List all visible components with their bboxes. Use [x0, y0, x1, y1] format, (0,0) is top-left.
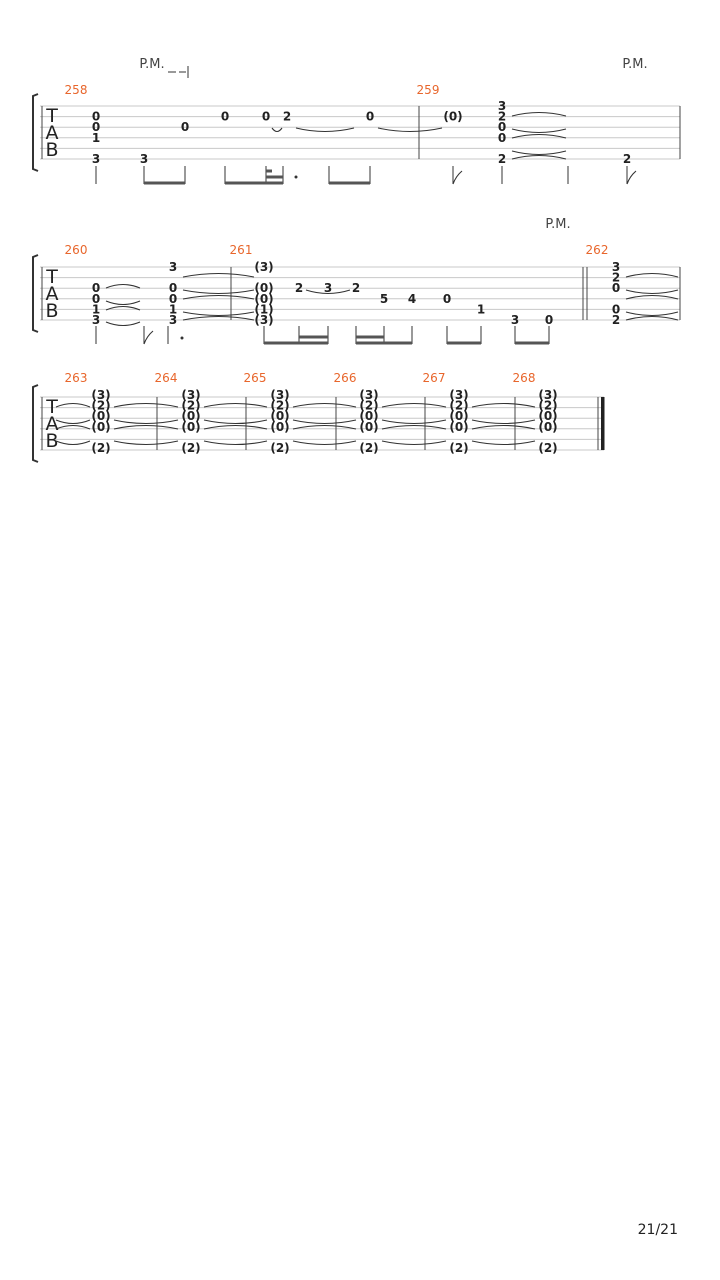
fret-number: 3	[139, 152, 149, 166]
fret-number: (3)	[270, 388, 290, 402]
tie	[183, 274, 254, 278]
tie	[626, 317, 678, 321]
tie	[626, 290, 678, 294]
barline-final-thick	[601, 397, 605, 450]
measure-number: 264	[154, 371, 178, 385]
fret-number: 0	[168, 281, 178, 296]
fret-number: (1)	[254, 302, 274, 317]
fret-number: (0)	[254, 291, 274, 306]
fret-number: (0)	[449, 409, 469, 424]
fret-number: (0)	[91, 419, 111, 434]
tie	[382, 404, 446, 408]
fret-number: 3	[611, 260, 621, 274]
fret-number: 5	[379, 291, 389, 306]
fret-number: 2	[611, 270, 621, 285]
fret-number: 2	[282, 109, 292, 124]
tab-clef-b: B	[45, 430, 59, 452]
fret-number: 2	[497, 109, 507, 124]
fret-number: 3	[510, 313, 520, 327]
tie	[106, 301, 140, 305]
fret-number: (2)	[359, 441, 379, 455]
tab-clef-t: T	[46, 105, 58, 127]
fret-number: 3	[91, 313, 101, 327]
fret-number: (3)	[449, 388, 469, 402]
fret-number: 0	[180, 120, 190, 135]
page-number: 21/21	[637, 1222, 678, 1238]
fret-number: 0	[91, 120, 101, 135]
tab-clef-a: A	[45, 413, 59, 435]
tie	[56, 404, 90, 408]
fret-number: 0	[220, 109, 230, 124]
fret-number: (2)	[538, 398, 558, 413]
measure-number: 265	[243, 371, 267, 385]
measure-number: 261	[229, 243, 253, 257]
tab-clef-a: A	[45, 283, 59, 305]
tie	[272, 128, 282, 132]
tab-clef-t: T	[46, 266, 58, 288]
fret-number: (0)	[254, 281, 274, 296]
fret-number: 0	[497, 120, 507, 135]
fret-number: 3	[168, 313, 178, 327]
measure-number: 259	[416, 83, 440, 97]
fret-number: 0	[544, 313, 554, 327]
fret-number: (3)	[359, 388, 379, 402]
fret-number: (0)	[449, 419, 469, 434]
tie	[293, 420, 356, 424]
fret-number: (2)	[91, 441, 111, 455]
fret-number: 3	[497, 99, 507, 113]
tie	[204, 404, 267, 408]
fret-number: 2	[611, 313, 621, 327]
fret-number: 0	[497, 130, 507, 145]
tie	[114, 441, 178, 445]
tie	[106, 285, 140, 289]
fret-number: 1	[168, 302, 178, 317]
tab-clef-t: T	[46, 396, 58, 418]
tie	[626, 312, 678, 316]
tie	[293, 404, 356, 408]
fret-number: 3	[91, 152, 101, 166]
fret-number: 1	[91, 302, 101, 317]
note-flag	[627, 171, 636, 184]
fret-number: (3)	[538, 388, 558, 402]
fret-number: (3)	[254, 260, 274, 274]
dot	[295, 176, 298, 179]
fret-number: 0	[611, 281, 621, 296]
tie	[512, 156, 566, 160]
fret-number: (3)	[91, 388, 111, 402]
fret-number: (2)	[270, 441, 290, 455]
fret-number: 2	[622, 152, 632, 166]
palm-mute-label: P.M.	[622, 57, 648, 72]
tie	[56, 420, 90, 424]
tie	[114, 404, 178, 408]
fret-number: (2)	[270, 398, 290, 413]
fret-number: 0	[91, 291, 101, 306]
measure-number: 263	[64, 371, 88, 385]
fret-number: (0)	[538, 409, 558, 424]
fret-number: 0	[168, 291, 178, 306]
measure-number: 258	[64, 83, 88, 97]
fret-number: 2	[351, 281, 361, 296]
fret-number: 3	[168, 260, 178, 274]
tie	[472, 420, 535, 424]
tie	[183, 317, 254, 321]
tie	[293, 441, 356, 445]
fret-number: 4	[407, 291, 417, 306]
tie	[512, 113, 566, 117]
fret-number: (3)	[254, 313, 274, 327]
tie	[296, 128, 354, 132]
palm-mute-label: P.M.	[545, 217, 571, 232]
tie	[626, 274, 678, 278]
fret-number: 2	[497, 152, 507, 166]
fret-number: 0	[91, 109, 101, 124]
fret-number: 0	[261, 109, 271, 124]
tab-system-2	[33, 217, 680, 344]
fret-number: 0	[442, 291, 452, 306]
fret-number: 3	[323, 281, 333, 296]
tab-clef-b: B	[45, 300, 59, 322]
tie	[204, 420, 267, 424]
tie	[378, 128, 442, 132]
fret-number: (2)	[91, 398, 111, 413]
fret-number: (0)	[359, 419, 379, 434]
fret-number: (0)	[538, 419, 558, 434]
tie	[183, 312, 254, 316]
measure-number: 266	[333, 371, 357, 385]
tie	[472, 441, 535, 445]
tab-clef-a: A	[45, 122, 59, 144]
fret-number: (2)	[538, 441, 558, 455]
measure-number: 262	[585, 243, 609, 257]
fret-number: 0	[611, 302, 621, 317]
fret-number: 1	[91, 130, 101, 145]
fret-number: (2)	[359, 398, 379, 413]
tie	[106, 322, 140, 326]
tab-system-3	[33, 371, 605, 462]
fret-number: 0	[365, 109, 375, 124]
measure-number: 260	[64, 243, 88, 257]
system-bracket	[33, 255, 38, 332]
fret-number: (2)	[181, 398, 201, 413]
dot	[181, 337, 184, 340]
fret-number: (0)	[270, 419, 290, 434]
tie	[183, 290, 254, 294]
system-bracket	[33, 94, 38, 171]
fret-number: 2	[294, 281, 304, 296]
system-bracket	[33, 385, 38, 462]
fret-number: (0)	[181, 419, 201, 434]
tab-clef-b: B	[45, 139, 59, 161]
measure-number: 267	[422, 371, 446, 385]
fret-number: 0	[91, 281, 101, 296]
fret-number: (0)	[443, 109, 463, 124]
tie	[56, 441, 90, 445]
tie	[204, 441, 267, 445]
fret-number: (0)	[91, 409, 111, 424]
measure-number: 268	[512, 371, 536, 385]
tie	[382, 441, 446, 445]
tie	[512, 129, 566, 133]
fret-number: (3)	[181, 388, 201, 402]
tie	[114, 420, 178, 424]
tie	[382, 420, 446, 424]
fret-number: (2)	[181, 441, 201, 455]
fret-number: 1	[476, 302, 486, 317]
note-flag	[453, 171, 462, 184]
tie	[512, 151, 566, 155]
fret-number: (0)	[270, 409, 290, 424]
tab-system-1	[33, 57, 680, 184]
tie	[472, 404, 535, 408]
palm-mute-label: P.M.	[139, 57, 165, 72]
note-flag	[144, 331, 153, 344]
fret-number: (0)	[181, 409, 201, 424]
fret-number: (2)	[449, 398, 469, 413]
fret-number: (0)	[359, 409, 379, 424]
fret-number: (2)	[449, 441, 469, 455]
